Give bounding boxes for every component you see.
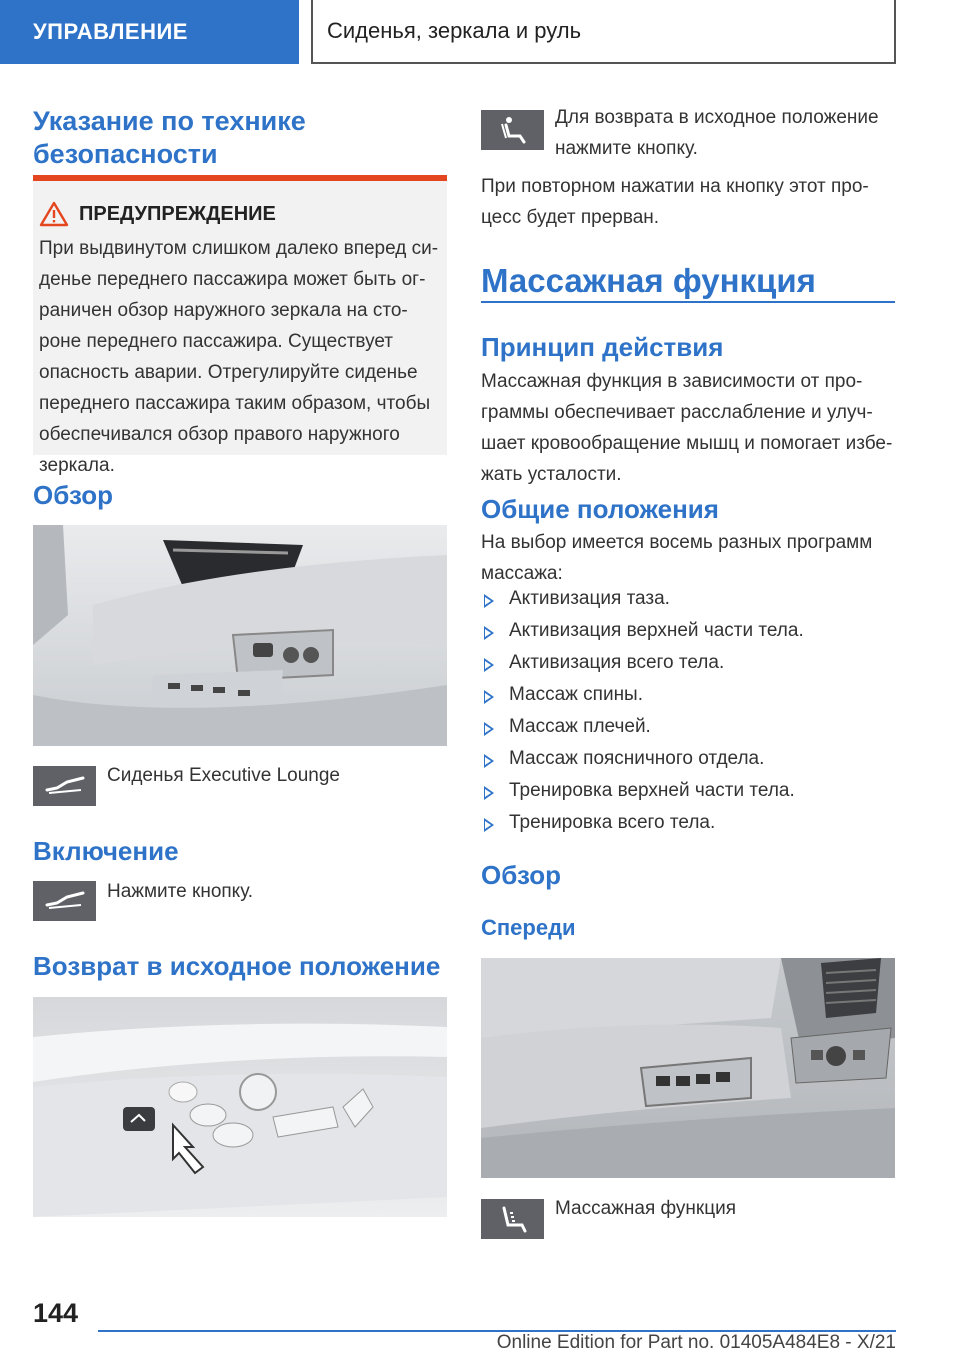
executive-lounge-button [33, 766, 96, 806]
list-item: Массаж плечей. [481, 716, 651, 738]
page-number: 144 [33, 1298, 79, 1328]
warning-title: ПРЕДУПРЕЖДЕНИЕ [79, 203, 276, 225]
return-heading: Возврат в исходное положение [33, 951, 441, 981]
list-item: Активизация таза. [481, 588, 670, 610]
list-item: Активизация всего тела. [481, 652, 724, 674]
edition-text: Online Edition for Part no. 01405A484E8 - X/21 [496, 1332, 896, 1353]
list-item: Тренировка верхней части тела. [481, 780, 795, 802]
list-item: Массаж спины. [481, 684, 643, 706]
front-door-image [481, 958, 895, 1178]
recline-icon [45, 891, 85, 911]
warning-triangle-icon [39, 201, 69, 227]
principle-text: Массажная функция в зависимости от про- граммы обеспечивает расслабление и улуч- шает кровообращение мышц и помогает избе- жать усталости. [481, 371, 893, 485]
warning-box [33, 175, 447, 476]
list-item: Тренировка всего тела. [481, 812, 715, 834]
principle-heading: Принцип действия [481, 332, 724, 362]
section-tab: УПРАВЛЕНИЕ [0, 0, 299, 64]
list-item: Массаж поясничного отдела. [481, 748, 764, 770]
warning-text: При выдвинутом слишком далеко вперед си- денье переднего пассажира может быть ог- раничен обзор наружного зеркала на сто- роне переднего пассажира. Существует опасность аварии. Отрегулируйте сиденье переднего пассажира таким образом, чтобы обеспечивался обзор правого наружного зеркала. [39, 238, 439, 476]
front-subheading: Спереди [481, 915, 576, 940]
seat-controls-image [33, 997, 447, 1217]
recline-icon [45, 776, 85, 796]
seat-upright-icon [498, 116, 528, 144]
title-rule [481, 301, 895, 303]
safety-heading: Указание по технике безопасности [33, 106, 306, 169]
overview-heading-left: Обзор [33, 480, 113, 510]
return-seat-button [481, 110, 544, 150]
general-heading: Общие положения [481, 494, 719, 524]
door-panel-image [33, 525, 447, 746]
exec-lounge-caption: Сиденья Executive Lounge [107, 765, 341, 786]
repeat-text: При повторном нажатии на кнопку этот про- цесс будет прерван. [481, 176, 869, 228]
return-text: Для возврата в исходное положение нажмите кнопку. [555, 107, 879, 159]
massage-function-button [481, 1199, 544, 1239]
overview-heading-right: Обзор [481, 860, 561, 890]
massage-seat-icon [498, 1205, 528, 1233]
switch-on-text: Нажмите кнопку. [107, 881, 254, 902]
massage-caption: Массажная функция [555, 1198, 737, 1219]
chapter-title: Сиденья, зеркала и руль [311, 0, 896, 64]
lounge-switch-button [33, 881, 96, 921]
list-item: Активизация верхней части тела. [481, 620, 804, 642]
switch-on-heading: Включение [33, 836, 179, 866]
massage-function-title: Массажная функция [481, 262, 816, 299]
general-text: На выбор имеется восемь разных программ массажа: [481, 532, 873, 584]
